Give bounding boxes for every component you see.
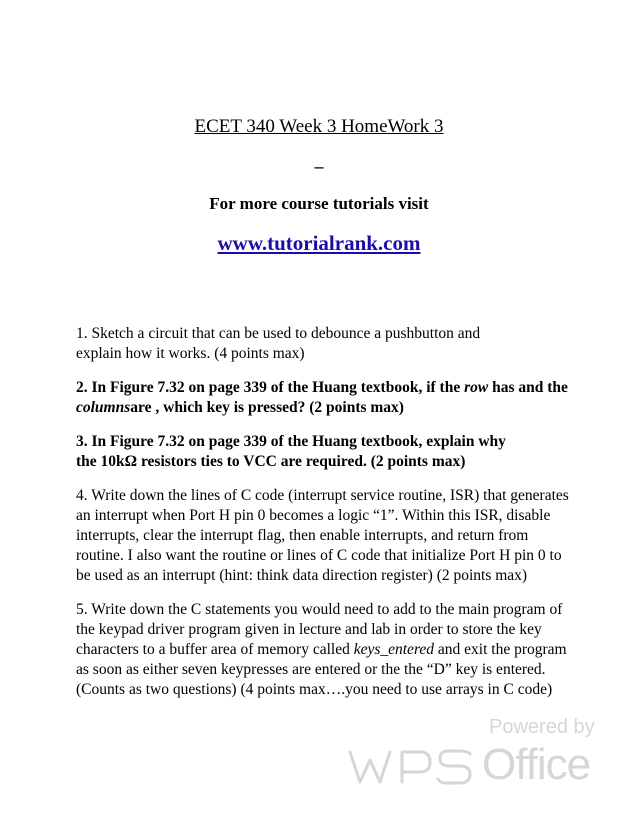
question-2 (76, 378, 576, 418)
question-2-part-3: are , which key is pressed? (2 points max) (130, 399, 404, 416)
question-1 (76, 324, 576, 364)
question-2-part-2: has and the (488, 379, 568, 396)
question-5-keys-entered-emphasis: keys_entered (353, 641, 435, 658)
question-2-row-emphasis: row (464, 379, 489, 396)
title-dash: – (314, 156, 324, 176)
question-3-line-2: the 10kΩ resistors ties to VCC are required. (2 points max) (76, 453, 466, 470)
wps-logo-icon (346, 746, 478, 788)
visit-text: For more course tutorials visit (209, 194, 429, 213)
question-1-line-2: explain how it works. (4 points max) (76, 345, 305, 362)
question-2-part-1: 2. In Figure 7.32 on page 339 of the Huang textbook, if the (76, 379, 465, 396)
question-3-line-1: 3. In Figure 7.32 on page 339 of the Huang textbook, explain why (76, 433, 506, 450)
question-5-part-2: and exit the program as soon as either seven keypresses are entered or the the “D” key is entered. (Counts as two questions) (4 points max….you need to use arrays in C code) (76, 641, 567, 698)
question-3 (76, 432, 576, 472)
tutorial-link[interactable]: www.tutorialrank.com (217, 231, 421, 255)
question-2-columns-emphasis: columns (76, 399, 131, 416)
question-1-line-1: 1. Sketch a circuit that can be used to debounce a pushbutton and (76, 325, 481, 342)
question-5-part-1: 5. Write down the C statements you would need to add to the main program of the keypad driver program given in lecture and lab in order to store the key characters to a buffer area of memory called (76, 601, 563, 658)
watermark-office-text: Office (482, 740, 591, 789)
watermark-powered-by: Powered by (489, 716, 595, 738)
questions-list (76, 324, 576, 714)
question-4: 4. Write down the lines of C code (interrupt service routine, ISR) that generates an interrupt when Port H pin 0 becomes a logic “1”. Within this ISR, disable interrupts, clear the interrupt flag, then enable interrupts, and return from routine. I also want the routine or lines of C code that initialize Port H pin 0 to be used as an interrupt (hint: think data direction register) (2 points max) (76, 487, 569, 584)
wps-watermark (346, 716, 606, 806)
question-5 (76, 600, 576, 700)
document-title: ECET 340 Week 3 HomeWork 3 (194, 116, 444, 137)
